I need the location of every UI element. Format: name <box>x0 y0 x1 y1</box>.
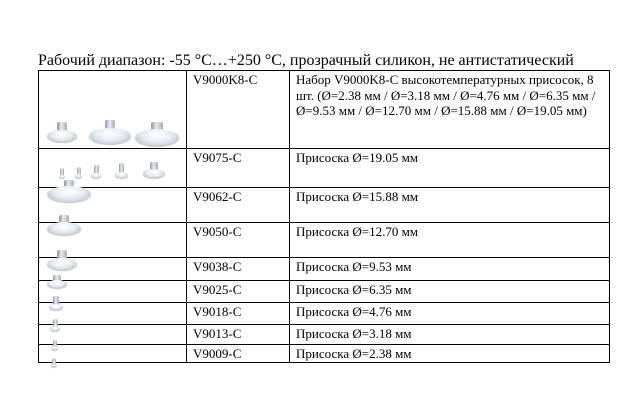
product-image-cell <box>39 345 187 363</box>
product-description: Присоска Ø=19.05 мм <box>290 149 610 188</box>
product-code: V9038-C <box>187 258 290 281</box>
table-row <box>39 303 610 325</box>
table-row <box>39 258 610 281</box>
table-row <box>39 188 610 223</box>
product-code: V9009-C <box>187 345 290 363</box>
product-description: Присоска Ø=12.70 мм <box>290 223 610 258</box>
product-code: V9000K8-C <box>187 71 290 149</box>
table-row <box>39 71 610 149</box>
product-code: V9050-C <box>187 223 290 258</box>
product-code: V9025-C <box>187 281 290 303</box>
table-row <box>39 223 610 258</box>
table-row <box>39 345 610 363</box>
product-code: V9062-C <box>187 188 290 223</box>
product-table <box>38 70 610 363</box>
product-description: Присоска Ø=2.38 мм <box>290 345 610 363</box>
product-image-cell <box>39 71 187 149</box>
table-row <box>39 325 610 345</box>
product-description: Присоска Ø=6.35 мм <box>290 281 610 303</box>
product-description: Присоска Ø=4.76 мм <box>290 303 610 325</box>
product-description: Присоска Ø=9.53 мм <box>290 258 610 281</box>
product-description: Присоска Ø=3.18 мм <box>290 325 610 345</box>
product-description: Присоска Ø=15.88 мм <box>290 188 610 223</box>
product-description: Набор V9000K8-C высокотемпературных присосок, 8 шт. (Ø=2.38 мм / Ø=3.18 мм / Ø=4.76 мм / Ø=6.35 мм / Ø=9.53 мм / Ø=12.70 мм / Ø=15.88 мм / Ø=19.05 мм) <box>290 71 610 149</box>
product-image-cell <box>39 325 187 345</box>
product-code: V9075-C <box>187 149 290 188</box>
product-code: V9013-C <box>187 325 290 345</box>
product-code: V9018-C <box>187 303 290 325</box>
range-heading: Рабочий диапазон: -55 °C…+250 °C, прозрачный силикон, не антистатический <box>38 52 574 69</box>
table-row <box>39 281 610 303</box>
